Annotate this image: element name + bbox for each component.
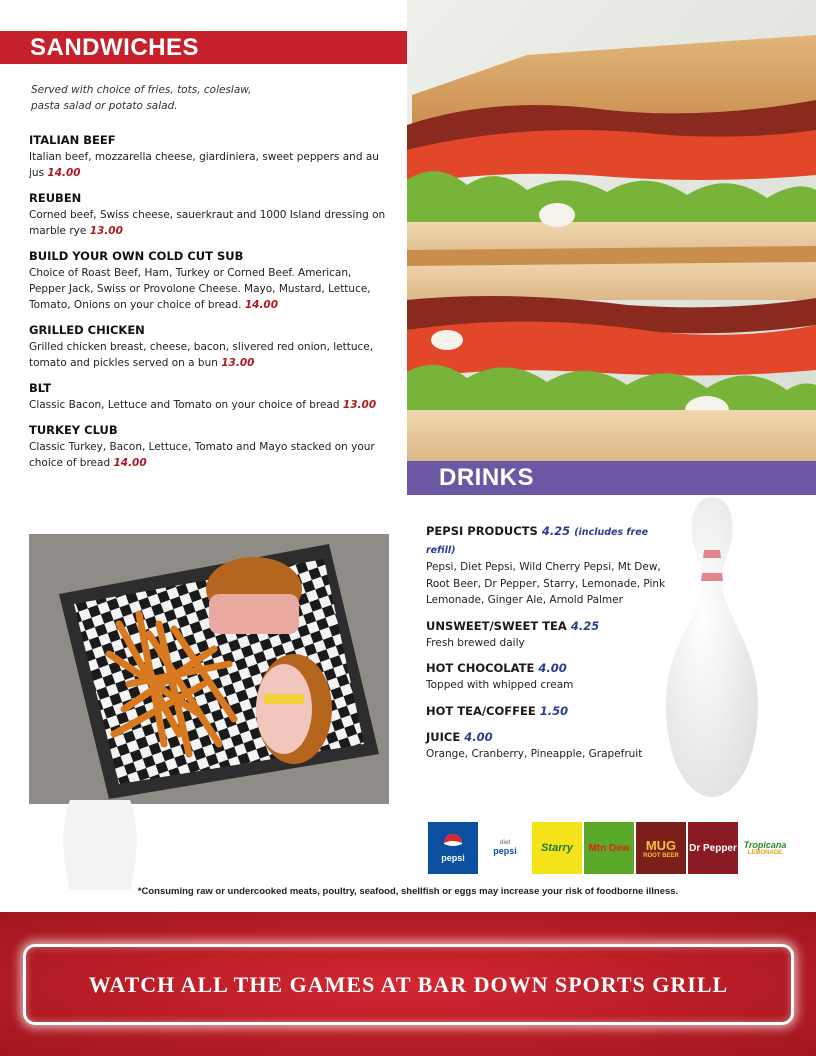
drink-item xyxy=(426,523,676,609)
club-sandwich-illustration xyxy=(407,0,816,461)
item-desc xyxy=(29,339,391,371)
item-desc-text: Choice of Roast Beef, Ham, Turkey or Corned Beef. American, Pepper Jack, Swiss or Provolone Cheese. Mayo, Mustard, Lettuce, Tomato, Onions on your choice of bread. xyxy=(29,267,371,311)
item-price: 13.00 xyxy=(342,399,377,411)
menu-item xyxy=(29,132,391,181)
drink-name-text: UNSWEET/SWEET TEA xyxy=(426,618,567,633)
sandwiches-banner xyxy=(0,31,408,64)
diet-pepsi-logo-icon xyxy=(480,822,530,874)
item-desc-text: Classic Bacon, Lettuce and Tomato on your choice of bread xyxy=(29,399,340,411)
food-safety-disclaimer: *Consuming raw or undercooked meats, poultry, seafood, shellfish or eggs may increase your risk of foodborne illness. xyxy=(137,886,679,897)
diet-pepsi-logo-text: pepsi xyxy=(493,846,517,856)
drink-desc: Pepsi, Diet Pepsi, Wild Cherry Pepsi, Mt Dew, Root Beer, Dr Pepper, Starry, Lemonade, Pink Lemonade, Ginger Ale, Arnold Palmer xyxy=(426,561,666,606)
item-desc xyxy=(29,149,391,181)
item-desc-text: Grilled chicken breast, cheese, bacon, slivered red onion, lettuce, tomato and pickles served on a bun xyxy=(29,341,374,369)
pepsi-logo-text: pepsi xyxy=(441,853,465,863)
item-desc xyxy=(29,207,391,239)
drink-item xyxy=(426,703,676,720)
menu-item xyxy=(29,248,391,313)
item-desc xyxy=(29,397,391,413)
mug-logo-icon xyxy=(636,822,686,874)
item-price: 14.00 xyxy=(244,299,279,311)
drink-price: 4.00 xyxy=(464,729,493,744)
drink-item xyxy=(426,729,676,763)
intro-line-1: Served with choice of fries, tots, coleslaw, xyxy=(31,84,252,96)
item-desc xyxy=(29,439,391,471)
mug-logo-text: MUG xyxy=(645,837,677,853)
sandwich-list xyxy=(29,132,391,480)
drinks-banner xyxy=(407,461,816,495)
menu-item xyxy=(29,322,391,371)
menu-item xyxy=(29,380,391,413)
drink-item xyxy=(426,660,676,694)
drink-name-text: PEPSI PRODUCTS xyxy=(426,524,538,538)
item-name: REUBEN xyxy=(29,191,82,205)
drink-name xyxy=(426,703,676,720)
drink-name xyxy=(426,523,676,559)
drink-name-text: JUICE xyxy=(426,729,461,744)
item-price: 14.00 xyxy=(113,457,147,469)
item-price: 14.00 xyxy=(47,167,81,179)
starry-logo-text: Starry xyxy=(541,842,573,854)
club-sandwich-photo xyxy=(407,0,816,461)
sandwiches-title: SANDWICHES xyxy=(30,34,200,61)
item-desc-text: Classic Turkey, Bacon, Lettuce, Tomato and Mayo stacked on your choice of bread xyxy=(29,441,375,469)
item-desc xyxy=(29,265,391,313)
drink-desc: Topped with whipped cream xyxy=(426,679,574,691)
bowling-pin-icon xyxy=(662,495,762,800)
item-name: BLT xyxy=(29,381,52,395)
item-desc-text: Corned beef, Swiss cheese, sauerkraut and 1000 Island dressing on marble rye xyxy=(29,209,386,237)
drink-price: 1.50 xyxy=(539,703,569,718)
sandwiches-intro xyxy=(31,82,331,114)
footer-text: WATCH ALL THE GAMES AT BAR DOWN SPORTS GRILL xyxy=(88,971,729,997)
drink-name-text: HOT CHOCOLATE xyxy=(426,661,535,675)
menu-item xyxy=(29,422,391,471)
drinks-title: DRINKS xyxy=(439,464,535,491)
mtn-dew-logo-text: Mtn Dew xyxy=(588,842,630,854)
item-name: ITALIAN BEEF xyxy=(29,133,116,147)
item-desc-text: Italian beef, mozzarella cheese, giardiniera, sweet peppers and au jus xyxy=(29,151,379,179)
drink-desc: Orange, Cranberry, Pineapple, Grapefruit xyxy=(426,747,643,760)
drink-price: 4.25 xyxy=(541,524,571,538)
footer-box xyxy=(23,944,794,1025)
intro-line-2: pasta salad or potato salad. xyxy=(31,100,178,112)
drink-name xyxy=(426,729,676,746)
item-name: TURKEY CLUB xyxy=(29,423,118,437)
tropicana-logo-icon xyxy=(740,822,790,874)
dr-pepper-logo-text: Dr Pepper xyxy=(689,842,737,854)
mug-logo-sub: ROOT BEER xyxy=(643,852,679,859)
dr-pepper-logo-icon xyxy=(688,822,738,874)
item-price: 13.00 xyxy=(89,225,123,237)
drink-price: 4.25 xyxy=(570,618,600,633)
drink-note: (includes free refill) xyxy=(426,527,649,556)
drink-name xyxy=(426,660,676,677)
pepsi-globe-icon xyxy=(443,833,463,853)
tropicana-logo-sub: LEMONADE xyxy=(747,850,783,856)
burger-fries-photo xyxy=(29,534,389,804)
item-name: BUILD YOUR OWN COLD CUT SUB xyxy=(29,249,244,263)
drink-item xyxy=(426,618,676,652)
item-name: GRILLED CHICKEN xyxy=(29,323,145,337)
pepsi-logo-icon xyxy=(428,822,478,874)
drinks-list xyxy=(426,523,676,771)
item-price: 13.00 xyxy=(221,357,255,369)
drink-price: 4.00 xyxy=(538,661,567,675)
menu-item xyxy=(29,190,391,239)
drink-name xyxy=(426,618,676,635)
bowling-pin-faint-icon xyxy=(50,800,150,890)
mtn-dew-logo-icon xyxy=(584,822,634,874)
drink-name-text: HOT TEA/COFFEE xyxy=(426,703,536,718)
brand-logos xyxy=(428,822,790,874)
footer-banner xyxy=(0,912,816,1056)
burger-fries-illustration xyxy=(29,534,389,804)
diet-pepsi-small-text: diet xyxy=(499,840,511,846)
starry-logo-icon xyxy=(532,822,582,874)
tropicana-logo-text: Tropicana xyxy=(743,840,787,850)
drink-desc: Fresh brewed daily xyxy=(426,636,525,649)
